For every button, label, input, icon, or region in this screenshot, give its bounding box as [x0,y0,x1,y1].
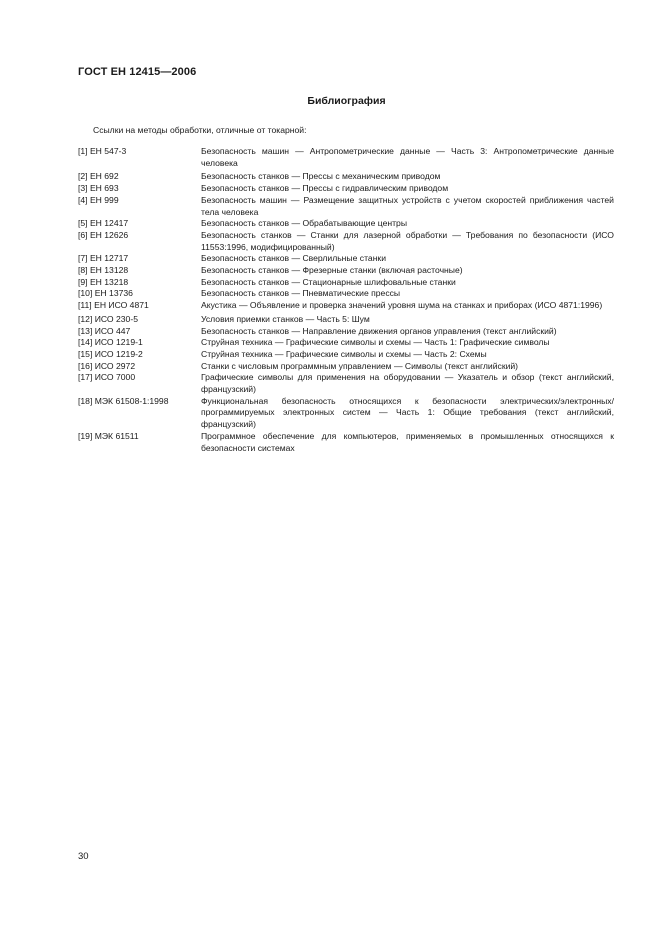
entry-reference: [8] ЕН 13128 [78,265,129,276]
bibliography-entry [78,195,614,218]
entry-reference: [15] ИСО 1219-2 [78,348,143,359]
entry-title: Программное обеспечение для компьютеров, применяемых в промышленных относящихся к безопасности системах [201,430,614,453]
bibliography-entry [78,300,614,312]
bibliography-entry [78,265,614,277]
entry-reference: [2] ЕН 692 [78,171,119,182]
bibliography-entry [78,183,614,195]
page-number: 30 [78,851,89,862]
entry-reference: [3] ЕН 693 [78,183,119,194]
entry-reference: [14] ИСО 1219-1 [78,337,143,348]
entry-title: Графические символы для применения на оборудовании — Указатель и обзор (текст английский, французский) [201,372,614,395]
entry-reference: [19] МЭК 61511 [78,430,139,441]
entry-reference: [7] ЕН 12717 [78,253,129,264]
bibliography-entry [78,314,614,326]
entry-title: Струйная техника — Графические символы и схемы — Часть 1: Графические символы [201,337,550,348]
entry-title: Безопасность станков — Направление движения органов управления (текст английский) [201,325,557,336]
bibliography-entry [78,218,614,230]
bibliography-list [78,146,614,454]
section-title: Библиография [307,95,386,107]
entry-reference: [16] ИСО 2972 [78,360,136,371]
entry-reference: [5] ЕН 12417 [78,218,129,229]
bibliography-entry [78,361,614,373]
entry-reference: [11] ЕН ИСО 4871 [78,300,149,311]
entry-title: Безопасность станков — Сверлильные станки [201,253,386,264]
bibliography-entry [78,171,614,183]
entry-reference: [10] ЕН 13736 [78,288,133,299]
entry-title: Безопасность станков — Станки для лазерной обработки — Требования по безопасности (ИСО 11553:1996, модифицированный) [201,229,614,252]
intro-text: Ссылки на методы обработки, отличные от токарной: [93,125,307,135]
entry-title: Условия приемки станков — Часть 5: Шум [201,313,370,324]
bibliography-entry [78,146,614,169]
entry-title: Безопасность станков — Пневматические прессы [201,288,401,299]
entry-reference: [12] ИСО 230-5 [78,313,138,324]
entry-reference: [9] ЕН 13218 [78,276,129,287]
bibliography-entry [78,372,614,395]
bibliography-entry [78,230,614,253]
bibliography-entry [78,326,614,338]
entry-title: Безопасность станков — Фрезерные станки (включая расточные) [201,265,463,276]
bibliography-entry [78,349,614,361]
entry-title: Безопасность станков — Обрабатывающие центры [201,218,408,229]
entry-reference: [17] ИСО 7000 [78,372,136,383]
entry-title: Безопасность машин — Антропометрические данные — Часть 3: Антропометрические данные человека [201,146,614,168]
entry-title: Безопасность станков — Прессы с гидравлическим приводом [201,183,449,194]
entry-title: Безопасность станков — Стационарные шлифовальные станки [201,276,456,287]
entry-title: Безопасность станков — Прессы с механическим приводом [201,171,441,182]
entry-reference: [6] ЕН 12626 [78,229,129,240]
entry-title: Станки с числовым программным управлением — Символы (текст английский) [201,360,519,371]
entry-title: Функциональная безопасность относящихся к безопасности электрических/электронных/программируемых электронных систем — Часть 1: Общие требования (текст английский, французский) [201,395,614,430]
bibliography-entry [78,277,614,289]
bibliography-entry [78,288,614,300]
bibliography-entry [78,253,614,265]
entry-title: Акустика — Объявление и проверка значений уровня шума на станках и приборах (ИСО 4871:1996) [201,300,603,311]
document-header: ГОСТ ЕН 12415—2006 [78,66,197,78]
entry-reference: [18] МЭК 61508-1:1998 [78,395,169,406]
entry-reference: [1] ЕН 547-3 [78,146,127,156]
bibliography-entry [78,396,614,431]
entry-reference: [4] ЕН 999 [78,194,119,205]
entry-title: Струйная техника — Графические символы и схемы — Часть 2: Схемы [201,348,487,359]
bibliography-entry [78,337,614,349]
entry-title: Безопасность машин — Размещение защитных устройств с учетом скоростей приближения частей тела человека [201,194,614,217]
entry-reference: [13] ИСО 447 [78,325,131,336]
bibliography-entry [78,431,614,454]
